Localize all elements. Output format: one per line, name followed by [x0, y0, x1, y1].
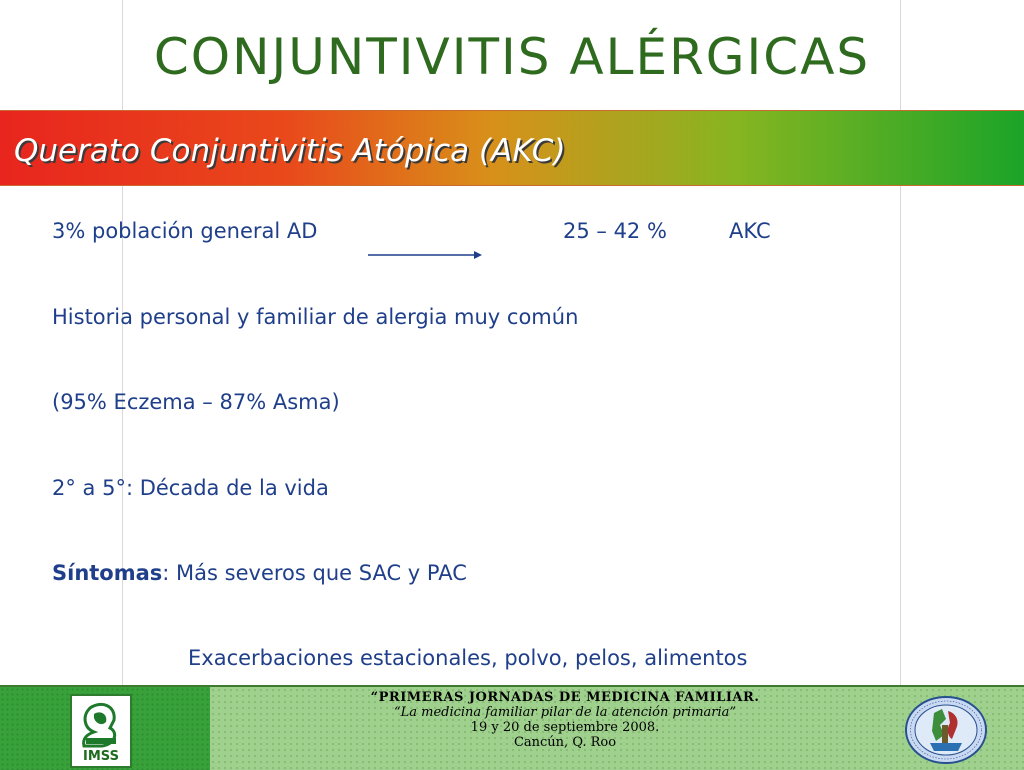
- footer-logo-panel: [0, 687, 210, 770]
- line-1-percent: 25 – 42 %: [563, 219, 667, 243]
- line-1-right: AKC: [729, 219, 771, 243]
- event-motto: “La medicina familiar pilar de la atención primaria”: [393, 705, 737, 720]
- logo-text: IMSS: [83, 749, 119, 764]
- line-1-left: 3% población general AD: [52, 219, 318, 243]
- line-5: [52, 561, 467, 585]
- subtitle-band: [0, 110, 1024, 186]
- subtitle: Querato Conjuntivitis Atópica (AKC): [14, 133, 566, 169]
- arrow-right-icon: [366, 248, 484, 262]
- symptoms-text: : Más severos que SAC y PAC: [162, 561, 467, 585]
- line-2: Historia personal y familiar de alergia muy común: [52, 305, 579, 329]
- event-location: Cancún, Q. Roo: [513, 735, 617, 750]
- imss-logo: [70, 694, 132, 768]
- slide-title: CONJUNTIVITIS ALÉRGICAS: [153, 28, 871, 86]
- seal-emblem-icon: [904, 695, 988, 765]
- line-4: 2° a 5°: Década de la vida: [52, 476, 329, 500]
- event-info: [330, 690, 800, 750]
- guide-line-right-lower: [900, 184, 901, 685]
- symptoms-label: Síntomas: [52, 561, 163, 585]
- event-title: “PRIMERAS JORNADAS DE MEDICINA FAMILIAR.: [370, 690, 760, 705]
- line-3: (95% Eczema – 87% Asma): [52, 390, 340, 414]
- event-dates: 19 y 20 de septiembre 2008.: [470, 720, 660, 735]
- line-6: Exacerbaciones estacionales, polvo, pelos, alimentos: [188, 646, 748, 670]
- footer: [0, 685, 1024, 770]
- imss-emblem-icon: [72, 698, 130, 750]
